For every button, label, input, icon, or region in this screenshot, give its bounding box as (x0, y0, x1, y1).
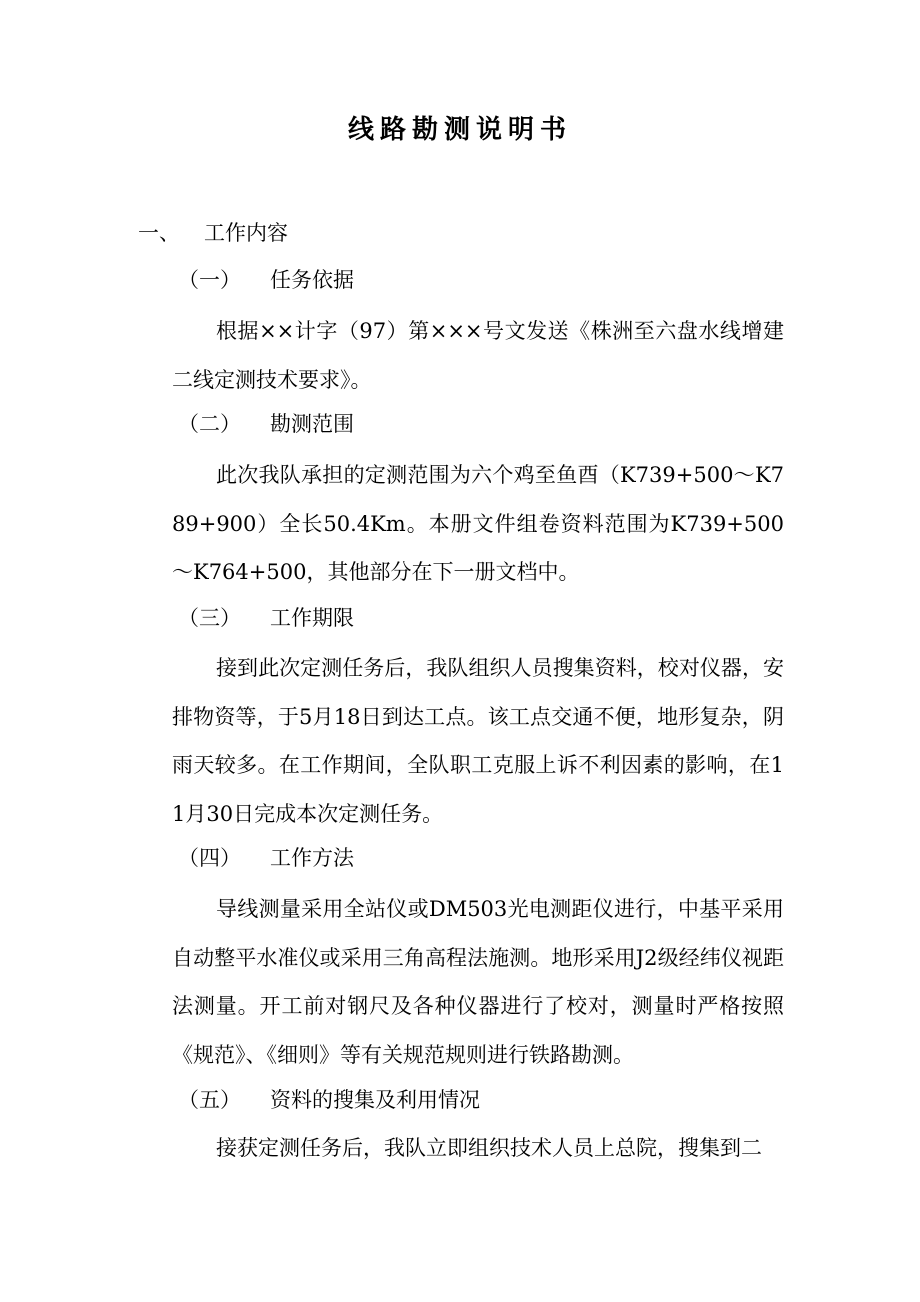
subsection-heading-2 (178, 406, 354, 442)
subsection-label: 任务依据 (270, 268, 354, 292)
subsection-label: 工作方法 (270, 846, 354, 870)
subsection-number: （三） (178, 606, 241, 630)
subsection-number: （一） (178, 268, 241, 292)
paragraph-task-basis: 根据××计字（97）第×××号文发送《株洲至六盘水线增建二线定测技术要求》。 (172, 319, 784, 392)
subsection-label: 工作期限 (270, 606, 354, 630)
section-number: 一、 (138, 221, 180, 245)
subsection-heading-3 (178, 600, 354, 636)
document-title: 线路勘测说明书 (347, 115, 572, 145)
subsection-heading-1 (178, 262, 354, 298)
subsection-heading-4 (178, 840, 354, 876)
subsection-label: 资料的搜集及利用情况 (270, 1088, 480, 1112)
section-label: 工作内容 (204, 221, 288, 245)
subsection-number: （五） (178, 1088, 241, 1112)
subsection-number: （四） (178, 846, 241, 870)
section-heading-work-content (138, 215, 288, 251)
subsection-number: （二） (178, 412, 241, 436)
paragraph-data-collection: 接获定测任务后，我队立即组织技术人员上总院，搜集到二 (216, 1136, 762, 1160)
paragraph-work-method: 导线测量采用全站仪或DM503光电测距仪进行，中基平采用自动整平水准仪或采用三角高程法施测。地形采用J2级经纬仪视距法测量。开工前对钢尺及各种仪器进行了校对，测量时严格按照《规范》、《细则》等有关规范规则进行铁路勘测。 (172, 897, 784, 1067)
paragraph-survey-scope: 此次我队承担的定测范围为六个鸡至鱼酉（K739+500～K789+900）全长50.4Km。本册文件组卷资料范围为K739+500～K764+500，其他部分在下一册文档中。 (172, 463, 784, 584)
paragraph-work-period: 接到此次定测任务后，我队组织人员搜集资料，校对仪器，安排物资等，于5月18日到达工点。该工点交通不便，地形复杂，阴雨天较多。在工作期间，全队职工克服上诉不利因素的影响，在11月30日完成本次定测任务。 (172, 656, 784, 826)
subsection-label: 勘测范围 (270, 412, 354, 436)
subsection-heading-5 (178, 1082, 480, 1118)
